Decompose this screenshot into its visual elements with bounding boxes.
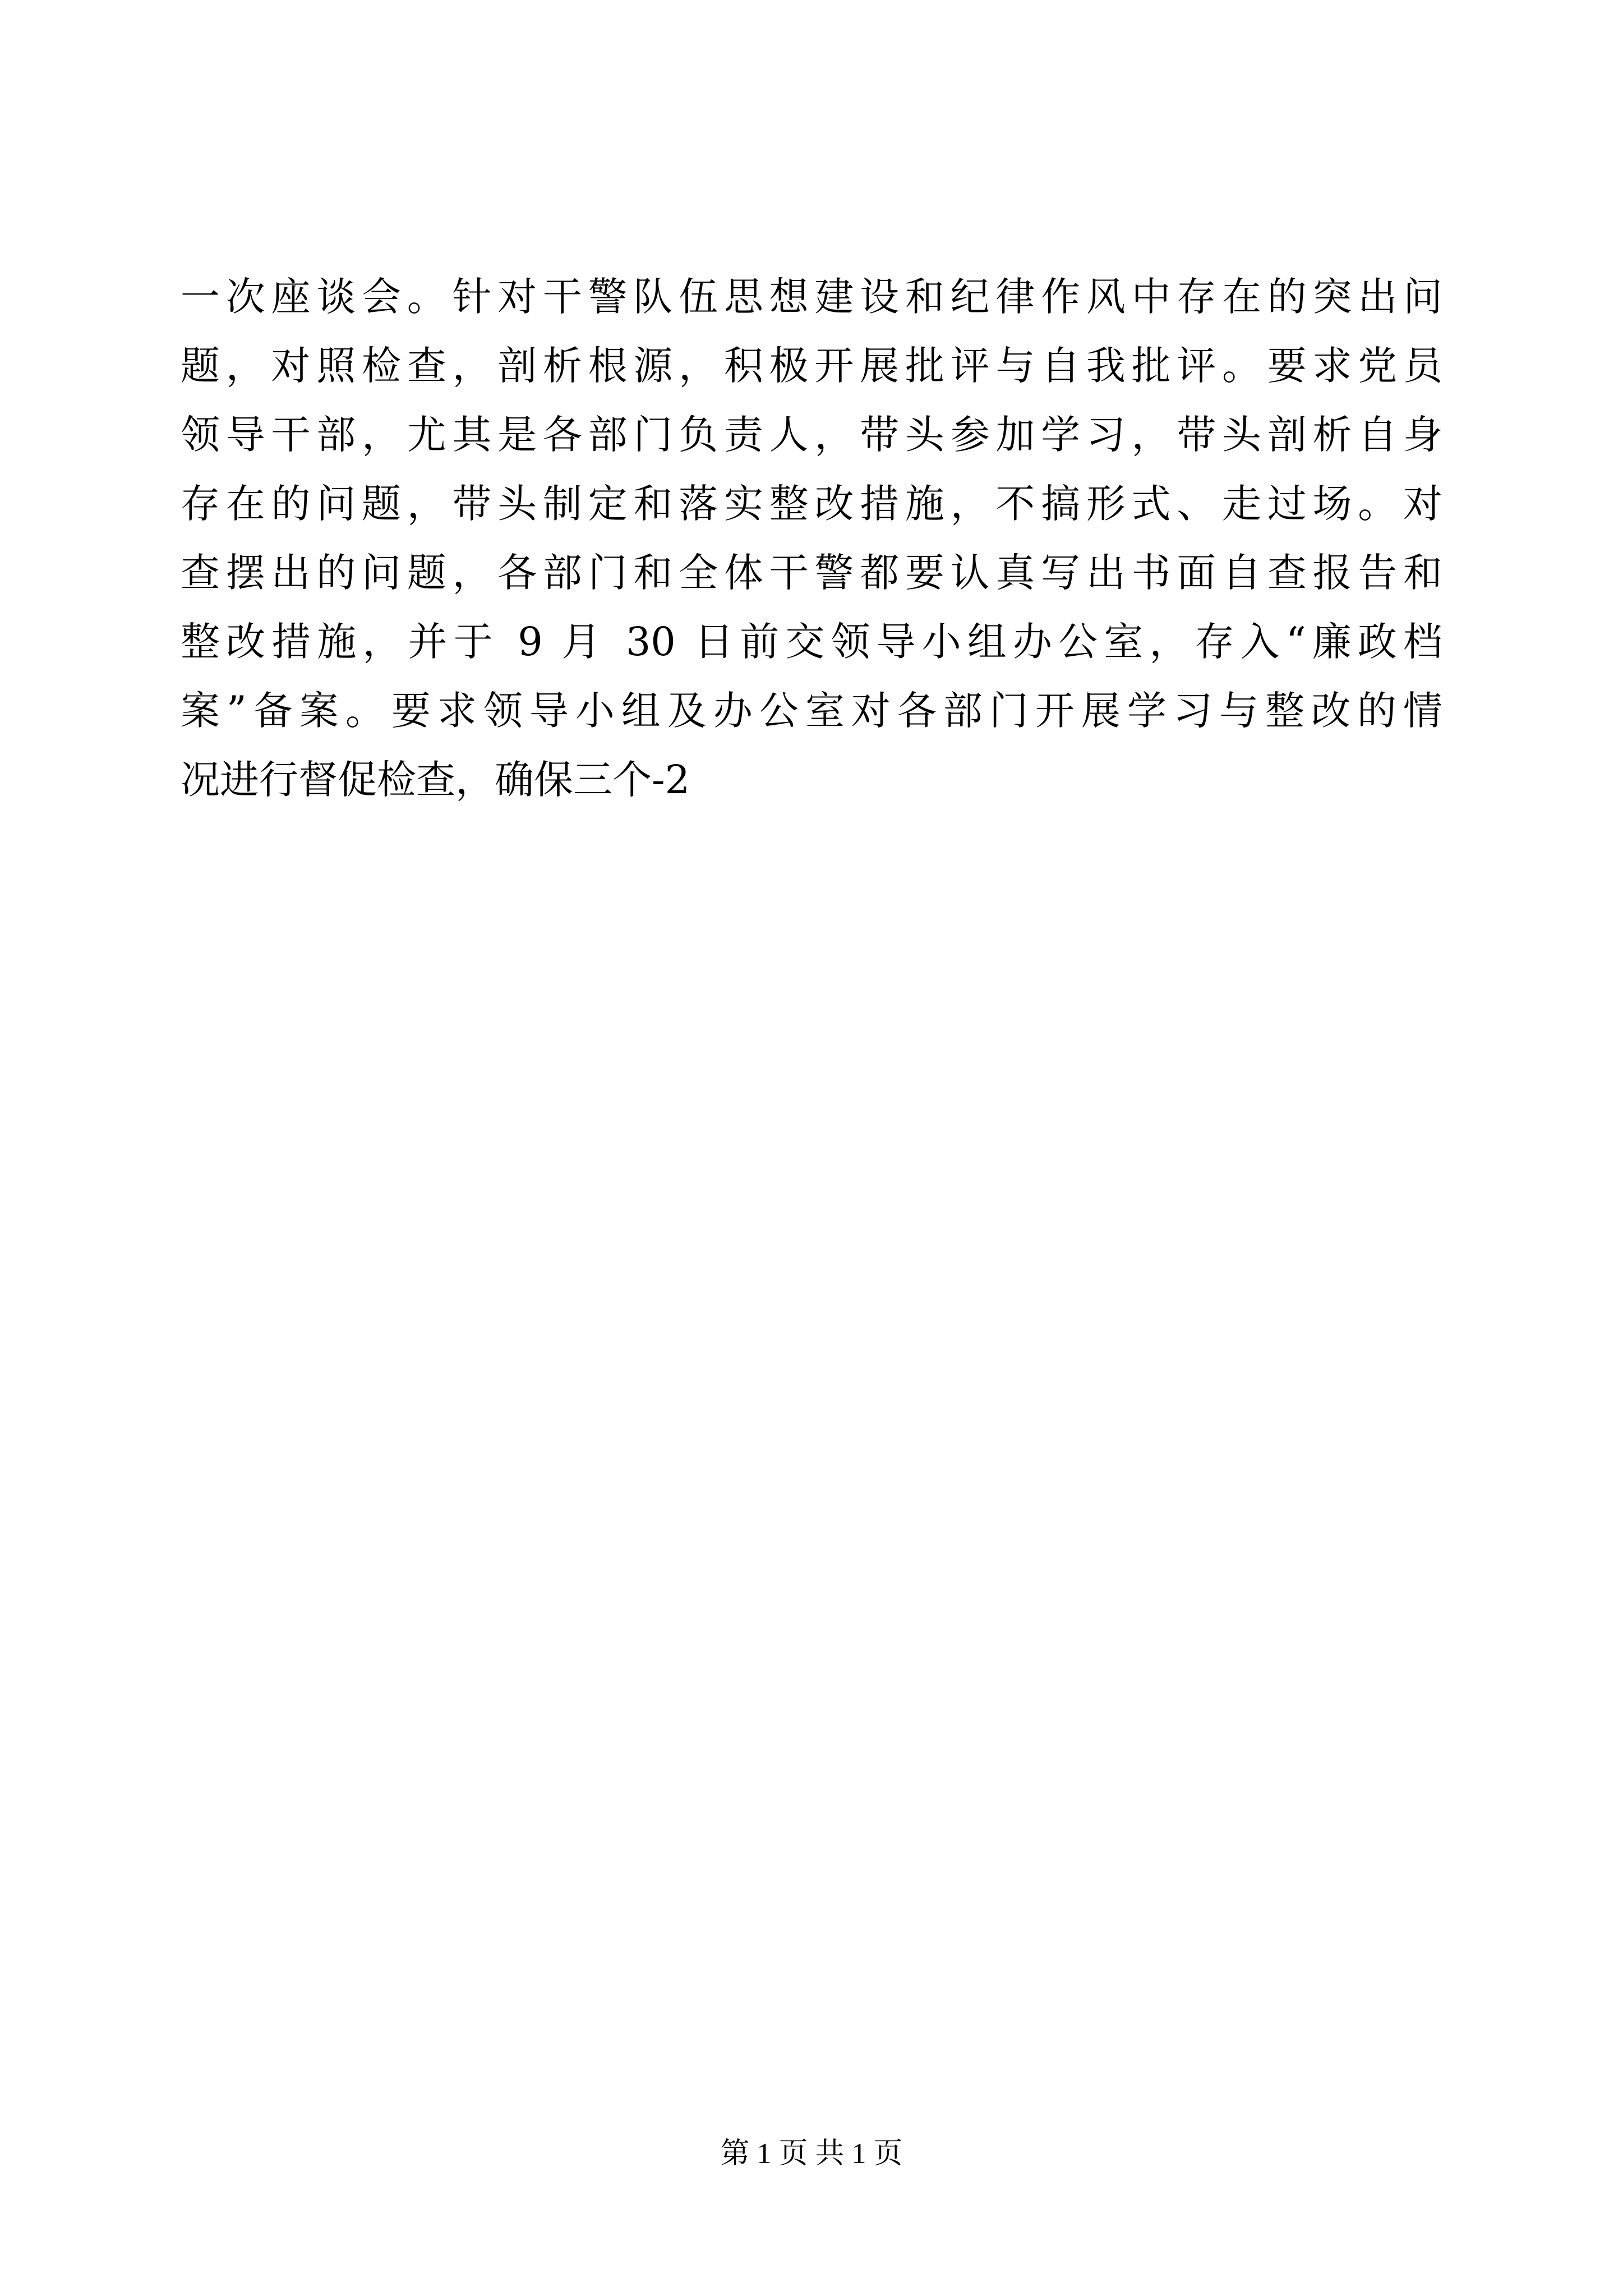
text-line: 题，对照检查，剖析根源，积极开展批评与自我批评。要求党员 <box>181 343 1442 389</box>
body-paragraph <box>181 263 1442 815</box>
page-footer <box>0 2134 1623 2174</box>
text-line: 存在的问题，带头制定和落实整改措施，不搞形式、走过场。对 <box>181 481 1442 527</box>
page-number-label: 第 1 页 共 1 页 <box>720 2138 903 2170</box>
text-line: 一次座谈会。针对干警队伍思想建设和纪律作风中存在的突出问 <box>181 274 1442 320</box>
text-line: 领导干部，尤其是各部门负责人，带头参加学习，带头剖析自身 <box>181 412 1442 458</box>
text-line: 整改措施，并于 9 月 30 日前交领导小组办公室，存入“廉政档 <box>181 619 1442 665</box>
text-line: 况进行督促检查，确保三个-2 <box>181 757 690 803</box>
text-line: 案”备案。要求领导小组及办公室对各部门开展学习与整改的情 <box>181 688 1442 734</box>
text-line: 查摆出的问题，各部门和全体干警都要认真写出书面自查报告和 <box>181 550 1442 596</box>
